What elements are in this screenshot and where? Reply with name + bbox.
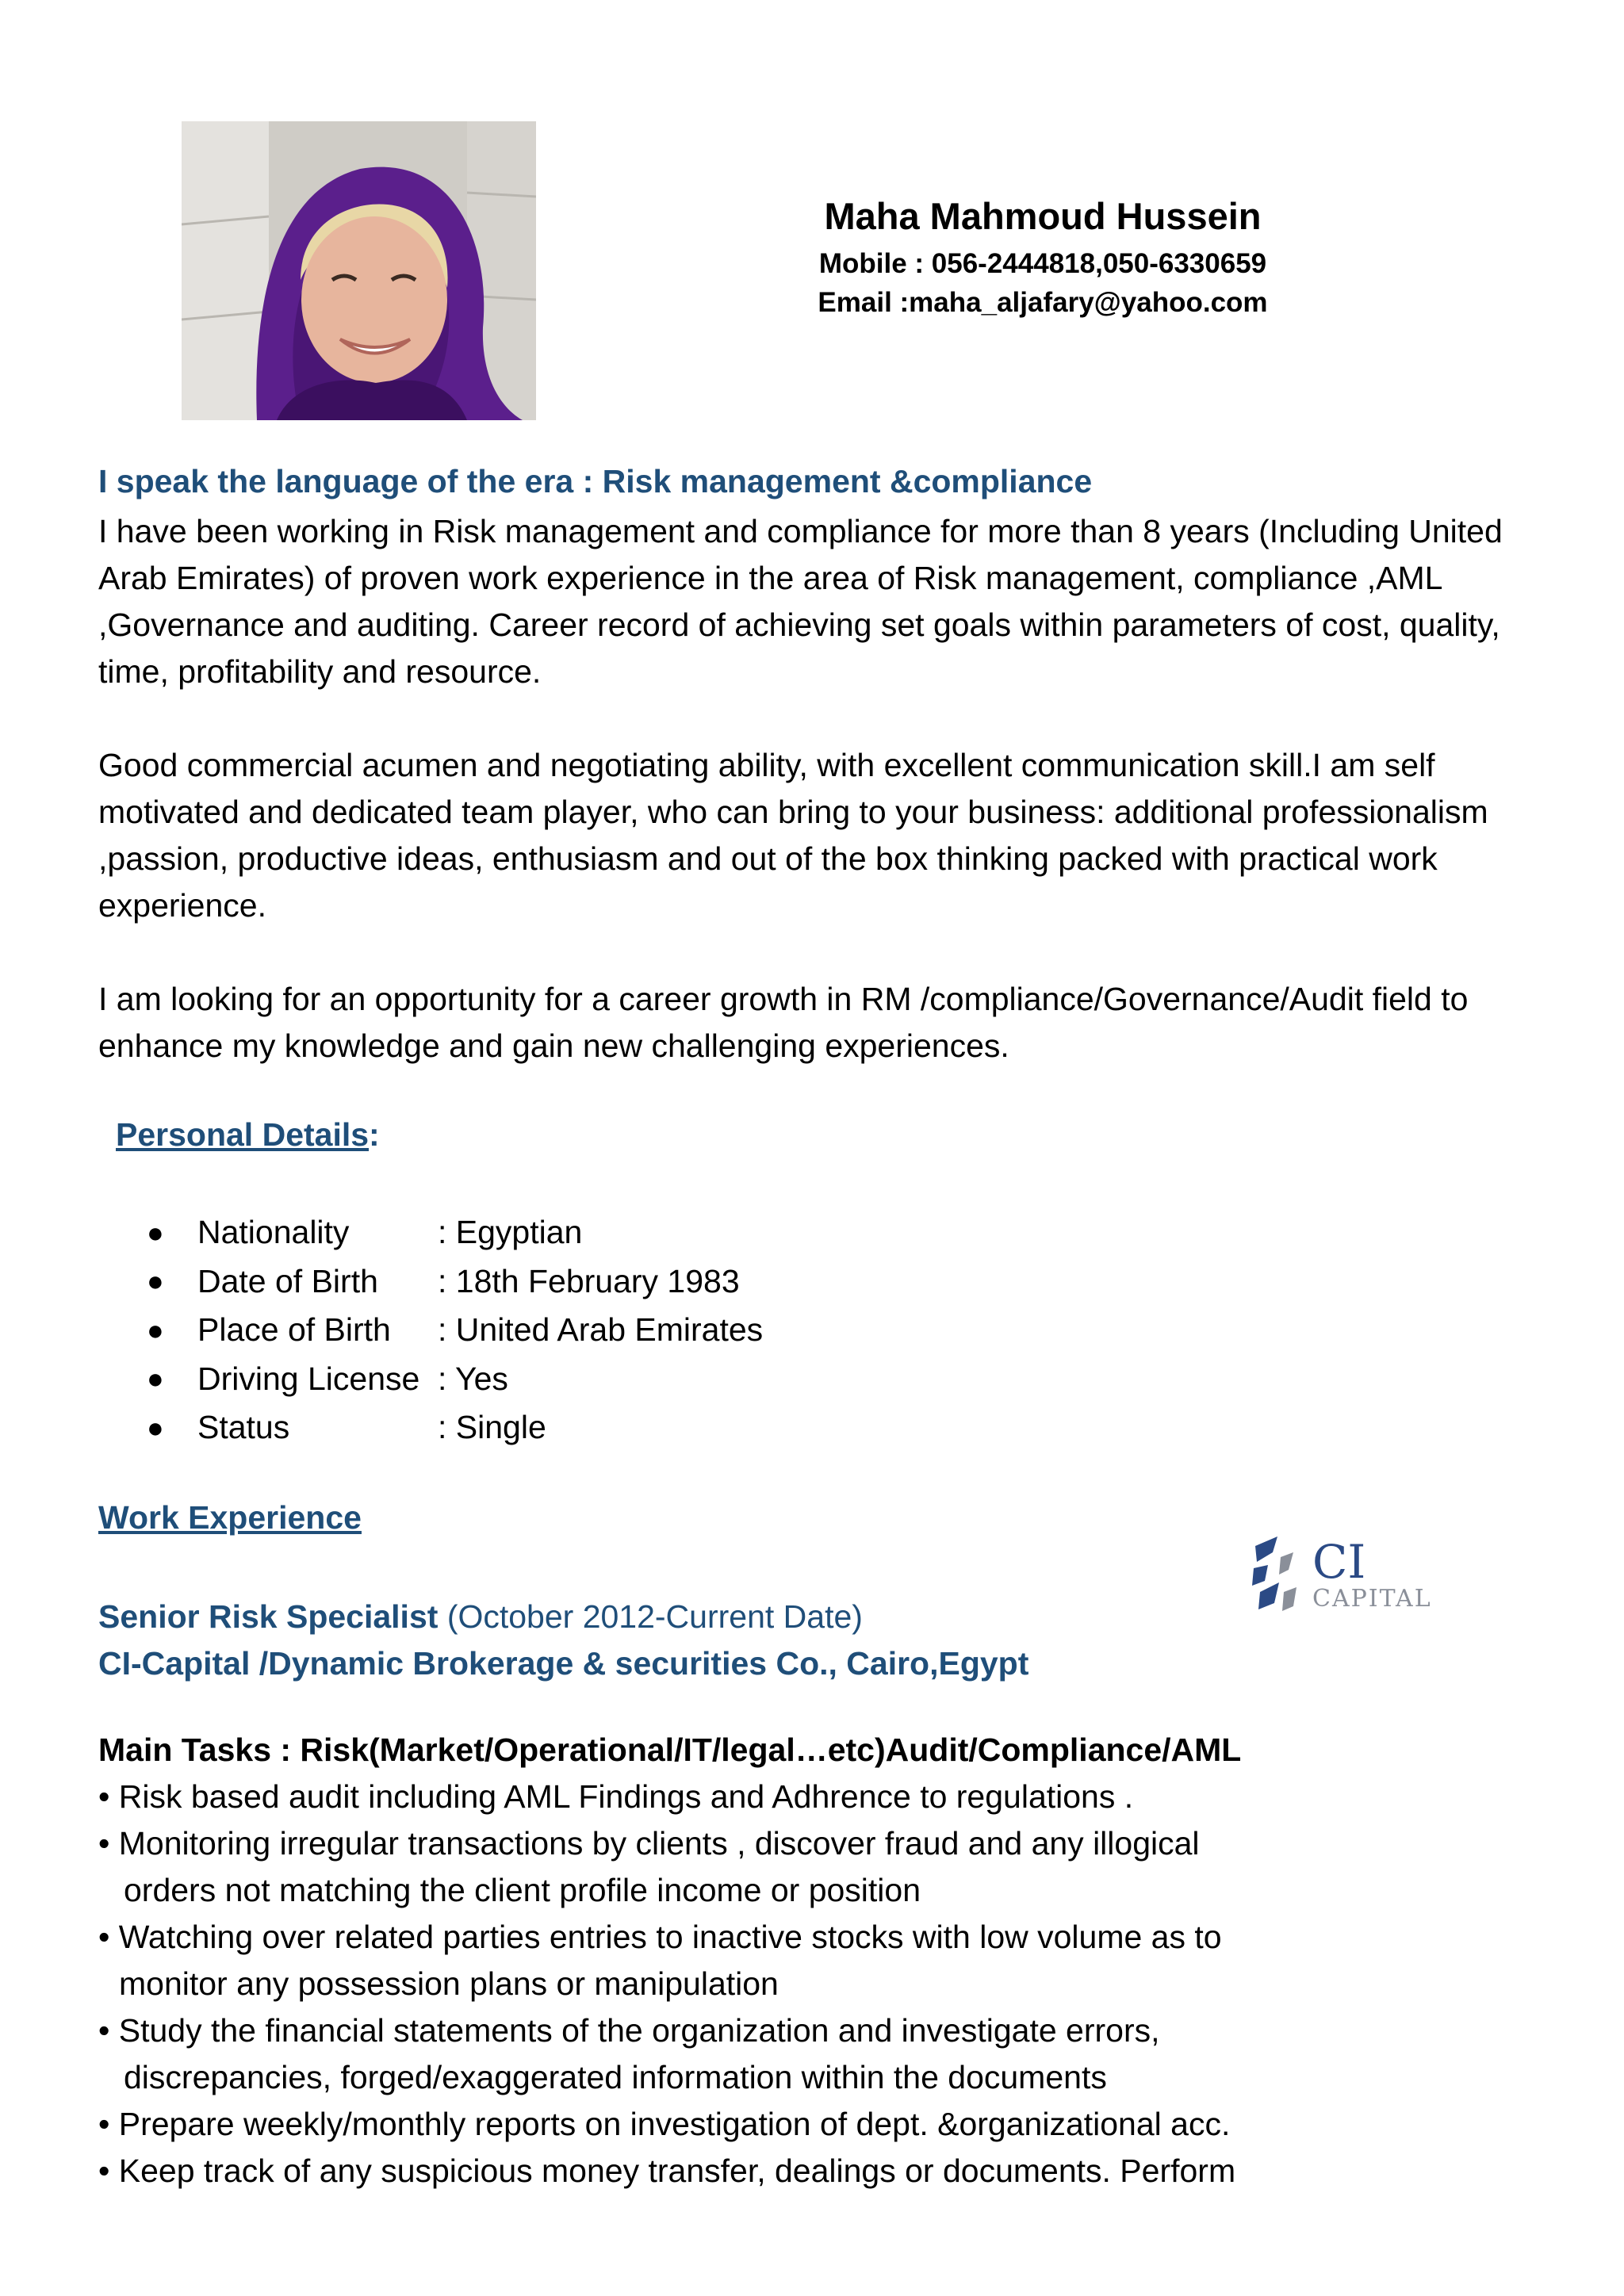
profile-photo	[182, 121, 536, 420]
detail-label: Driving License	[197, 1360, 420, 1397]
bullet-icon: ●	[147, 1215, 164, 1249]
profile-photo-image	[182, 121, 536, 420]
tasks-heading: Main Tasks : Risk(Market/Operational/IT/legal…etc)Audit/Compliance/AML	[98, 1732, 1242, 1768]
list-item	[147, 1355, 763, 1404]
personal-details-list	[147, 1208, 763, 1452]
detail-value: : United Arab Emirates	[438, 1311, 764, 1349]
list-item	[147, 1306, 763, 1355]
role-line	[98, 1594, 1028, 1640]
summary-paragraph-2: Good commercial acumen and negotiating ability, with excellent communication skill.I am self motivated and dedicated team player, who can bring to your business: additional professionalism ,passion, productive ideas, enthusiasm and out of the box thinking packed with practical work experience.	[98, 747, 1488, 924]
list-item	[147, 1257, 763, 1307]
summary-headline: I speak the language of the era : Risk management &compliance	[98, 463, 1093, 499]
detail-label: Status	[197, 1409, 290, 1446]
ci-capital-logo-icon	[1249, 1530, 1455, 1617]
detail-value: : Egyptian	[438, 1214, 583, 1251]
task-item: • Keep track of any suspicious money transfer, dealings or documents. Perform	[98, 2152, 1236, 2189]
candidate-name: Maha Mahmoud Hussein	[824, 195, 1262, 237]
task-item: • Monitoring irregular transactions by clients , discover fraud and any illogical	[98, 1825, 1200, 1862]
personal-details-colon: :	[369, 1116, 380, 1153]
ci-capital-logo	[1249, 1530, 1455, 1617]
personal-details-heading	[116, 1116, 380, 1154]
logo-text-capital: CAPITAL	[1312, 1585, 1432, 1613]
bullet-icon: ●	[147, 1265, 164, 1298]
task-item: • Watching over related parties entries to inactive stocks with low volume as to	[98, 1919, 1222, 1955]
summary-paragraph-3: I am looking for an opportunity for a career growth in RM /compliance/Governance/Audit field to enhance my knowledge and gain new challenging experiences.	[98, 981, 1469, 1064]
detail-value: : Yes	[438, 1360, 508, 1397]
detail-label: Date of Birth	[197, 1262, 378, 1299]
email-address: Email :maha_aljafary@yahoo.com	[818, 287, 1268, 318]
list-item	[147, 1403, 763, 1452]
detail-label: Place of Birth	[197, 1311, 391, 1349]
tasks-block	[98, 1727, 1589, 2195]
task-item: • Study the financial statements of the organization and investigate errors,	[98, 2012, 1160, 2049]
summary-paragraph-1: I have been working in Risk management and compliance for more than 8 years (Including United Arab Emirates) of proven work experience in the area of Risk management, compliance ,AML ,Governance and auditing. Career record of achieving set goals within parameters of cost, quality, time, profitability and resource.	[98, 513, 1503, 690]
role-block	[98, 1594, 1028, 1687]
company-name: CI-Capital /Dynamic Brokerage & securities Co., Cairo,Egypt	[98, 1645, 1029, 1682]
role-dates: (October 2012-Current Date)	[446, 1598, 863, 1635]
detail-label: Nationality	[197, 1214, 350, 1251]
bullet-icon: ●	[147, 1410, 164, 1444]
task-item-continuation: discrepancies, forged/exaggerated information within the documents	[124, 2059, 1107, 2095]
task-item: • Risk based audit including AML Findings and Adhrence to regulations .	[98, 1778, 1134, 1815]
mobile-number: Mobile : 056-2444818,050-6330659	[818, 248, 1267, 279]
bullet-icon: ●	[147, 1313, 164, 1346]
detail-value: : Single	[438, 1409, 546, 1446]
role-title: Senior Risk Specialist	[98, 1598, 439, 1635]
logo-text-ci: CI	[1312, 1535, 1366, 1589]
personal-details-title: Personal Details	[116, 1116, 370, 1153]
work-experience-title: Work Experience	[98, 1499, 362, 1536]
task-item: • Prepare weekly/monthly reports on investigation of dept. &organizational acc.	[98, 2106, 1231, 2142]
task-item-continuation: orders not matching the client profile income or position	[124, 1872, 921, 1908]
list-item	[147, 1208, 763, 1257]
detail-value: : 18th February 1983	[438, 1262, 740, 1299]
bullet-icon: ●	[147, 1362, 164, 1395]
task-item-continuation: monitor any possession plans or manipulation	[119, 1965, 779, 2002]
